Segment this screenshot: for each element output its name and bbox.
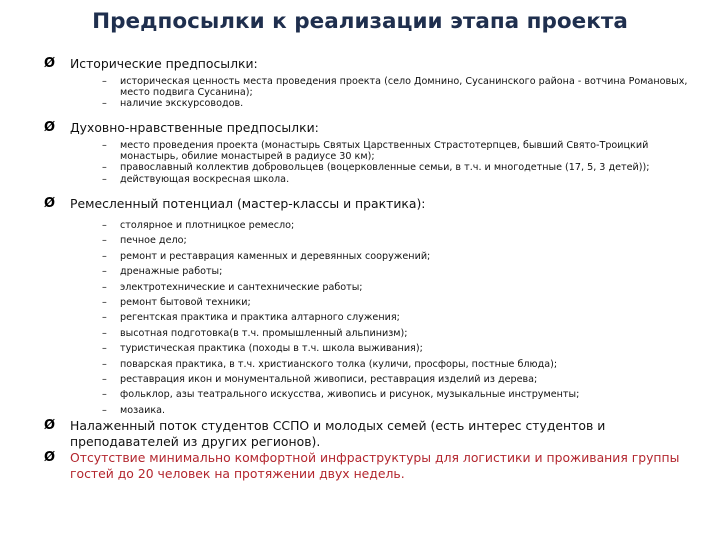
dash-bullet-icon: – [102,327,107,339]
dash-bullet-icon: – [102,404,107,416]
dash-bullet-icon: – [102,266,107,278]
dash-bullet-icon: – [102,76,107,87]
dash-bullet-icon: – [102,250,107,262]
section-heading [44,56,704,72]
dash-bullet-icon: – [102,220,107,231]
arrow-bullet-icon: Ø [44,56,56,71]
slide-title: Предпосылки к реализации этапа проекта [92,9,628,34]
arrow-bullet-icon: Ø [44,120,56,135]
list-item: – электротехнические и сантехнические работы; [102,280,704,295]
dash-bullet-icon: – [102,297,107,309]
list-item: – мозаика. [102,403,704,418]
list-item: – наличие экскурсоводов. [102,98,244,110]
sub-list [44,218,704,418]
section-crafts [44,196,704,418]
sub-list [44,140,704,185]
dash-bullet-icon: – [102,235,107,247]
section-heading-text: Исторические предпосылки: [70,56,258,71]
list-item: – столярное и плотницкое ремесло; [102,218,704,233]
arrow-bullet-icon: Ø [44,418,56,433]
dash-bullet-icon: – [102,389,107,401]
list-item: – ремонт бытовой техники; [102,295,704,310]
section-historical [44,56,704,110]
section-heading-text: Духовно-нравственные предпосылки: [70,120,319,135]
arrow-bullet-icon: Ø [44,196,56,211]
list-item: – фольклор, азы театрального искусства, живопись и рисунок, музыкальные инструменты; [102,387,704,402]
list-item: – ремонт и реставрация каменных и деревянных сооружений; [102,249,704,264]
section-infrastructure-lack [44,450,704,482]
section-heading-text: Ремесленный потенциал (мастер-классы и практика): [70,196,426,211]
arrow-bullet-icon: Ø [44,450,56,465]
list-item: – православный коллектив добровольцев (воцерковленные семьи, в т.ч. и многодетные (17, 5, 3 детей)); [102,162,650,174]
dash-bullet-icon: – [102,162,107,174]
list-item: – печное дело; [102,233,704,248]
section-students-flow [44,418,704,450]
list-item: – поварская практика, в т.ч. христианского толка (куличи, просфоры, постные блюда); [102,357,704,372]
dash-bullet-icon: – [102,312,107,324]
sub-list [44,76,704,110]
list-item: – историческая ценность места проведения проекта (село Домнино, Сусанинского района - вотчина Романовых, место подвига Сусанина); [102,76,688,99]
list-item: – действующая воскресная школа. [102,173,290,185]
section-heading-text: Налаженный поток студентов ССПО и молодых семей (есть интерес студентов и преподавателей из других регионов). [70,418,606,449]
list-item: – реставрация икон и монументальной живописи, реставрация изделий из дерева; [102,372,704,387]
section-heading [44,196,704,212]
section-heading-text: Отсутствие минимально комфортной инфраструктуры для логистики и проживания группы гостей до 20 человек на протяжении двух недель. [70,450,680,481]
section-heading [44,418,704,450]
list-item: – туристическая практика (походы в т.ч. школа выживания); [102,341,704,356]
list-item: – регентская практика и практика алтарного служения; [102,310,704,325]
dash-bullet-icon: – [102,358,107,370]
dash-bullet-icon: – [102,140,107,151]
section-spiritual [44,120,704,185]
dash-bullet-icon: – [102,374,107,386]
section-heading [44,450,704,482]
dash-bullet-icon: – [102,281,107,293]
list-item: – высотная подготовка(в т.ч. промышленный альпинизм); [102,326,704,341]
section-heading [44,120,704,136]
dash-bullet-icon: – [102,343,107,355]
dash-bullet-icon: – [102,173,107,185]
list-item: – дренажные работы; [102,264,704,279]
list-item: – место проведения проекта (монастырь Святых Царственных Страстотерпцев, бывший Свято-Троицкий монастырь, обилие монастырей в радиусе 30 км); [102,140,649,163]
dash-bullet-icon: – [102,98,107,110]
